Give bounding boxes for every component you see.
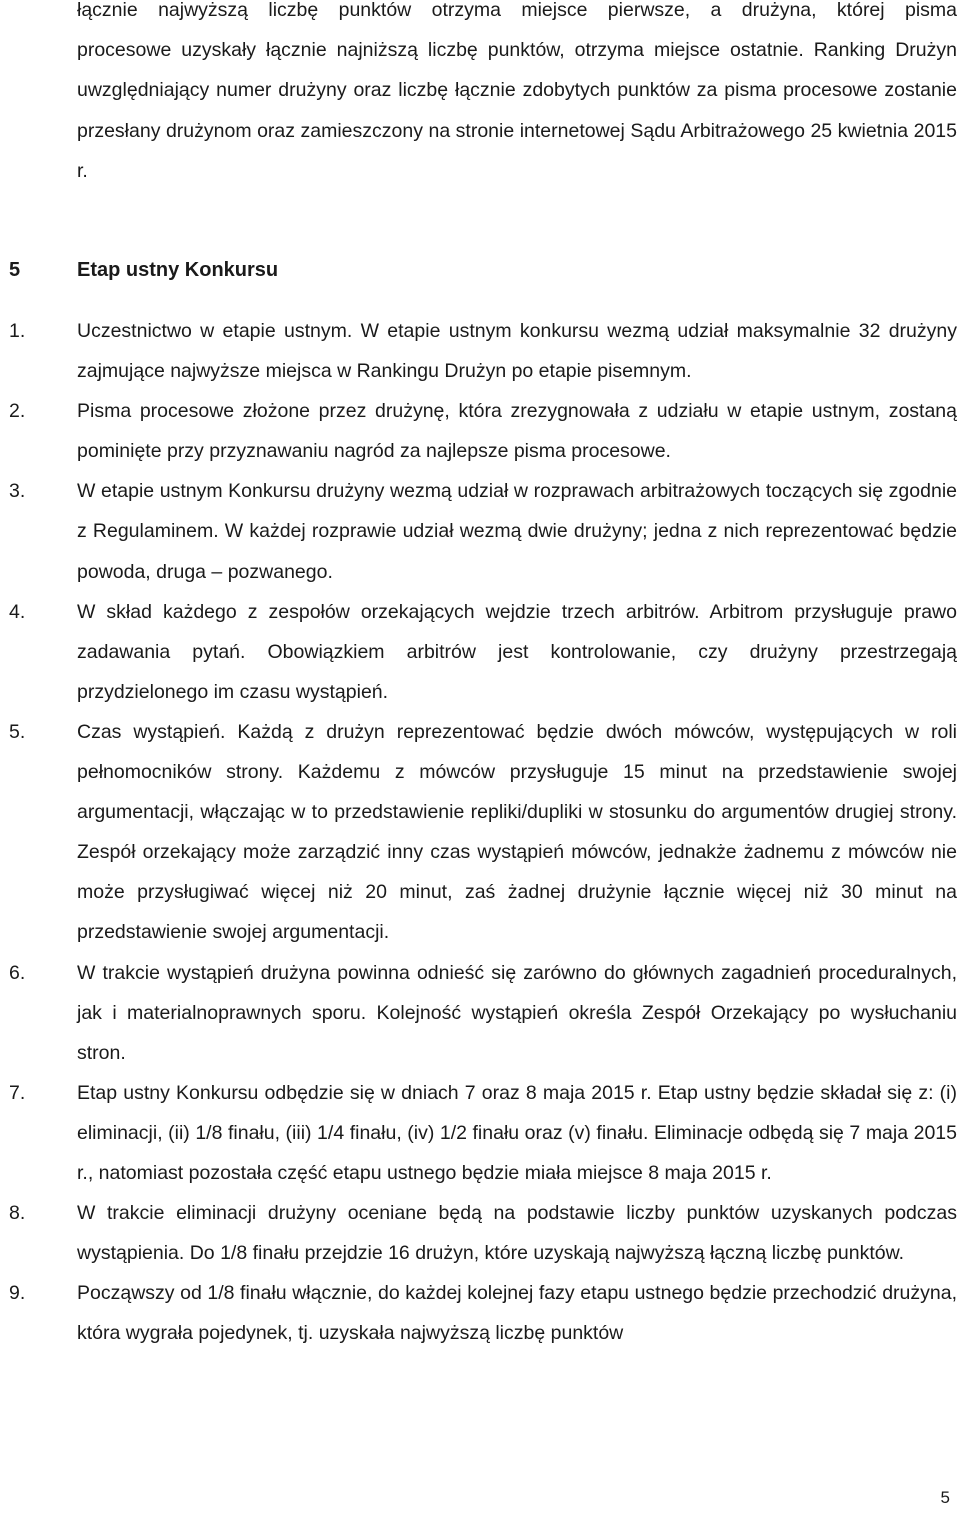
list-item-number: 4. [9, 600, 26, 623]
list-item-number: 2. [9, 400, 26, 423]
list-item-text: Począwszy od 1/8 finału włącznie, do każdej kolejnej fazy etapu ustnego będzie przechodzić drużyna, która wygrała pojedynek, tj. uzyskała najwyższą liczbę punktów [77, 1282, 957, 1345]
list-item [0, 311, 957, 391]
list-item-text: Pisma procesowe złożone przez drużynę, która zrezygnowała z udziału w etapie ustnym, zostaną pominięte przy przyznawaniu nagród za najlepsze pisma procesowe. [77, 400, 957, 463]
section-number: 5 [9, 259, 21, 281]
list-item [0, 391, 957, 471]
list-item [0, 592, 957, 712]
page-number: 5 [940, 1488, 950, 1507]
list-item-text: W etapie ustnym Konkursu drużyny wezmą udział w rozprawach arbitrażowych toczących się zgodnie z Regulaminem. W każdej rozprawie udział wezmą dwie drużyny; jedna z nich reprezentować będzie powoda, druga – pozwanego. [77, 480, 957, 583]
list-item [0, 953, 957, 1073]
section-title: Etap ustny Konkursu [77, 259, 279, 281]
list-item-number: 5. [9, 720, 26, 743]
list-item-number: 6. [9, 961, 26, 984]
numbered-list [0, 311, 957, 1353]
list-item [0, 712, 957, 953]
list-item-number: 1. [9, 320, 26, 342]
section-heading [9, 254, 278, 286]
list-item [0, 471, 957, 591]
list-item-text: W trakcie wystąpień drużyna powinna odnieść się zarówno do głównych zagadnień proceduralnych, jak i materialnoprawnych sporu. Kolejność wystąpień określa Zespół Orzekający po wysłuchaniu stron. [77, 961, 957, 1064]
list-item-number: 9. [9, 1282, 26, 1305]
list-item-number: 3. [9, 480, 26, 503]
intro-rest: procesowe uzyskały łącznie najniższą liczbę punktów, otrzyma miejsce ostatnie. Ranking Drużyn uwzględniający numer drużyny oraz liczbę łącznie zdobytych punktów za pisma procesowe zostanie przesłany drużynom oraz zamieszczony na stronie internetowej Sądu Arbitrażowego 25 kwietnia 2015 r. [77, 39, 957, 182]
list-item-text: W trakcie eliminacji drużyny oceniane będą na podstawie liczby punktów uzyskanych podczas wystąpienia. Do 1/8 finału przejdzie 16 drużyn, które uzyskają najwyższą łączną liczbę punktów. [77, 1202, 957, 1265]
list-item-text: Uczestnictwo w etapie ustnym. W etapie ustnym konkursu wezmą udział maksymalnie 32 drużyny zajmujące najwyższe miejsca w Rankingu Drużyn po etapie pisemnym. [77, 320, 957, 383]
list-item-text: Czas wystąpień. Każdą z drużyn reprezentować będzie dwóch mówców, występujących w roli pełnomocników strony. Każdemu z mówców przysługuje 15 minut na przedstawienie swojej argumentacji, włączając w to przedstawienie repliki/dupliki w stosunku do argumentów drugiej strony. Zespół orzekający może zarządzić inny czas wystąpień mówców, jednakże żadnemu z mówców nie może przysługiwać więcej niż 20 minut, zaś żadnej drużynie łącznie więcej niż 30 minut na przedstawienie swojej argumentacji. [77, 720, 957, 944]
list-item [0, 1273, 957, 1353]
intro-paragraph [77, 0, 957, 191]
list-item-number: 7. [9, 1081, 26, 1104]
list-item [0, 1073, 957, 1193]
list-item-text: Etap ustny Konkursu odbędzie się w dniach 7 oraz 8 maja 2015 r. Etap ustny będzie składał się z: (i) eliminacji, (ii) 1/8 finału, (iii) 1/4 finału, (iv) 1/2 finału oraz (v) finału. Eliminacje odbędą się 7 maja 2015 r., natomiast pozostała część etapu ustnego będzie miała miejsce 8 maja 2015 r. [77, 1081, 957, 1184]
intro-first-line: łącznie najwyższą liczbę punktów otrzyma miejsce pierwsze, a drużyna, której pisma [77, 0, 957, 21]
list-item-text: W skład każdego z zespołów orzekających wejdzie trzech arbitrów. Arbitrom przysługuje prawo zadawania pytań. Obowiązkiem arbitrów jest kontrolowanie, czy drużyny przestrzegają przydzielonego im czasu wystąpień. [77, 600, 957, 703]
list-item [0, 1193, 957, 1273]
list-item-number: 8. [9, 1202, 26, 1225]
